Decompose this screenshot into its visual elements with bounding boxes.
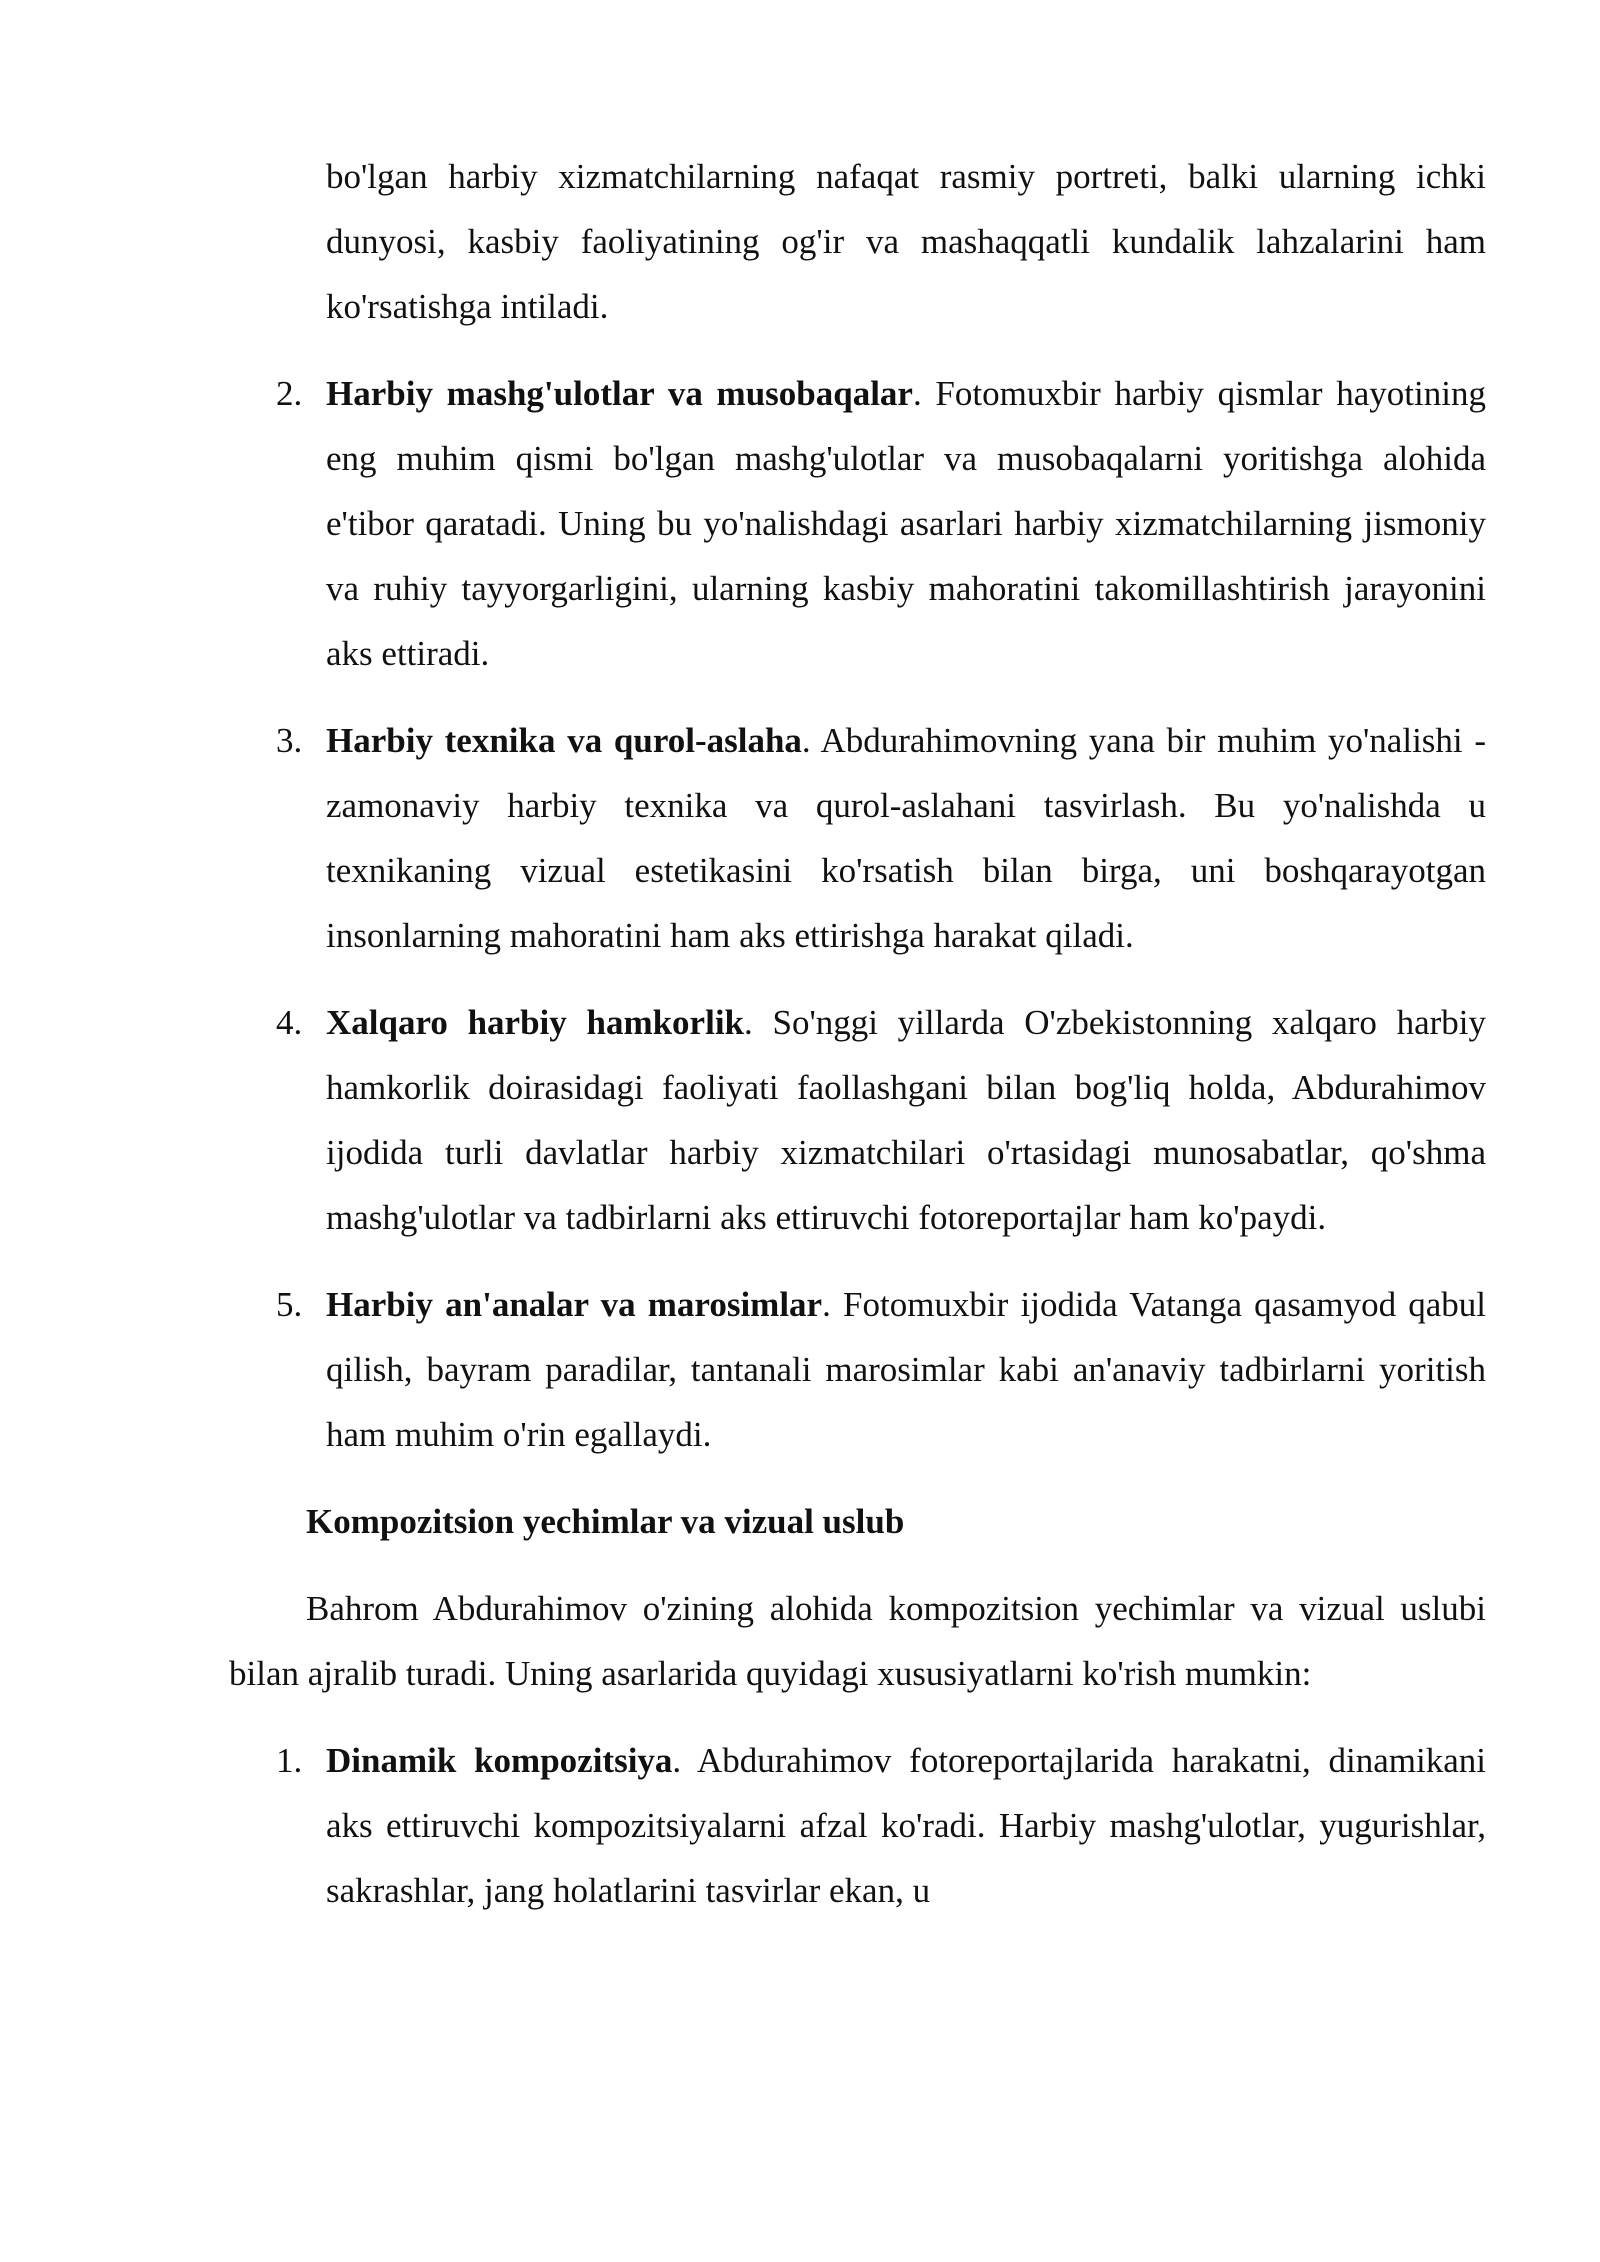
item-title: Xalqaro harbiy hamkorlik (326, 1003, 745, 1042)
document-page (229, 144, 1486, 1945)
item-text: . So'nggi yillarda O'zbekistonning xalqaro harbiy hamkorlik doirasidagi faoliyati faollashgani bilan bog'liq holda, Abdurahimov ijodida turli davlatlar harbiy xizmatchilari o'rtasidagi munosabatlar, qo'shma mashg'ulotlar va tadbirlarni aks ettiruvchi fotoreportajlar ham ko'paydi. (326, 1003, 1487, 1237)
list-item (229, 1728, 1486, 1923)
section-heading: Kompozitsion yechimlar va vizual uslub (306, 1502, 905, 1541)
item-title: Harbiy texnika va qurol-aslaha (326, 721, 802, 760)
item-text: . Abdurahimovning yana bir muhim yo'nalishi - zamonaviy harbiy texnika va qurol-aslahani tasvirlash. Bu yo'nalishda u texnikaning vizual estetikasini ko'rsatish bilan birga, uni boshqarayotgan insonlarning mahoratini ham aks ettirishga harakat qiladi. (326, 721, 1486, 955)
list-item (229, 1272, 1486, 1467)
list-number: 1. (276, 1741, 303, 1780)
features-list (229, 1728, 1486, 1923)
list-item (229, 708, 1486, 968)
item-text: . Fotomuxbir harbiy qismlar hayotining eng muhim qismi bo'lgan mashg'ulotlar va musobaqalarni yoritishga alohida e'tibor qaratadi. Uning bu yo'nalishdagi asarlari harbiy xizmatchilarning jismoniy va ruhiy tayyorgarligini, ularning kasbiy mahoratini takomillashtirish jarayonini aks ettiradi. (326, 374, 1486, 673)
list-item (229, 361, 1486, 686)
list-number: 5. (276, 1285, 303, 1324)
list-item (229, 990, 1486, 1250)
item-title: Dinamik kompozitsiya (326, 1741, 673, 1780)
item-title: Harbiy an'analar va marosimlar (326, 1285, 823, 1324)
item-title: Harbiy mashg'ulotlar va musobaqalar (326, 374, 913, 413)
list-number: 4. (276, 1003, 303, 1042)
item-text: . Fotomuxbir ijodida Vatanga qasamyod qabul qilish, bayram paradilar, tantanali marosimlar kabi an'anaviy tadbirlarni yoritish ham muhim o'rin egallaydi. (326, 1285, 1487, 1454)
body-paragraph: Bahrom Abdurahimov o'zining alohida kompozitsion yechimlar va vizual uslubi bilan ajralib turadi. Uning asarlarida quyidagi xususiyatlarni ko'rish mumkin: (229, 1589, 1486, 1693)
list-number: 2. (276, 374, 303, 413)
continuation-text: bo'lgan harbiy xizmatchilarning nafaqat rasmiy portreti, balki ularning ichki dunyosi, kasbiy faoliyatining og'ir va mashaqqatli kundalik lahzalarini ham ko'rsatishga intiladi. (326, 157, 1486, 326)
topics-list (229, 361, 1486, 1467)
list-number: 3. (276, 721, 303, 760)
item-text: . Abdurahimov fotoreportajlarida harakatni, dinamikani aks ettiruvchi kompozitsiyalarni afzal ko'radi. Harbiy mashg'ulotlar, yugurishlar, sakrashlar, jang holatlarini tasvirlar ekan, u (326, 1741, 1486, 1910)
